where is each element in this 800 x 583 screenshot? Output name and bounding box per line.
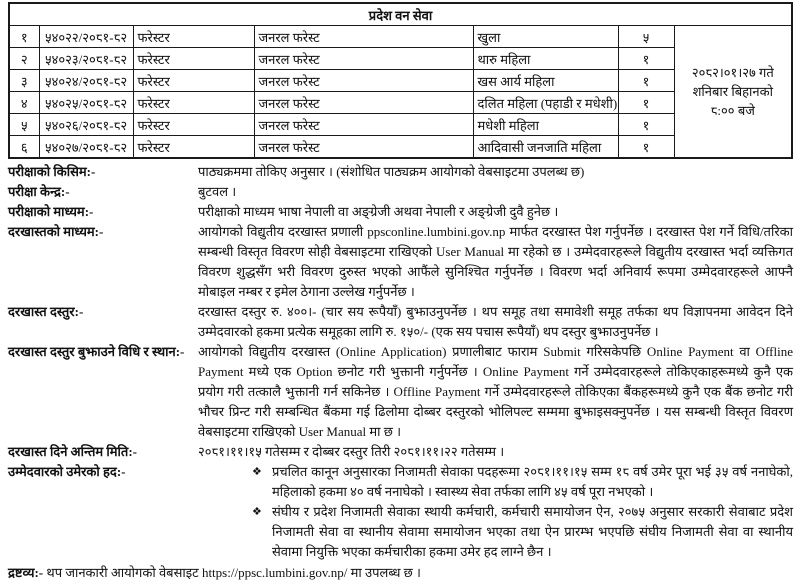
sn-cell: ३: [9, 70, 39, 92]
footnote: [8, 563, 793, 583]
post-cell: फरेस्टर: [133, 136, 254, 159]
seats-cell: १: [618, 70, 674, 92]
group-cell: जनरल फरेस्ट: [254, 26, 473, 48]
table-title: प्रदेश वन सेवा: [9, 3, 792, 26]
detail-label: दरखास्तको माध्यम:-: [8, 224, 104, 239]
diamond-bullet-icon: ❖: [252, 466, 262, 478]
table-title-row: [9, 3, 792, 26]
detail-label: परीक्षाको किसिम:-: [8, 164, 96, 179]
age-limit-bullets: [198, 462, 793, 562]
detail-row-exam-center: [8, 182, 793, 202]
diamond-bullet-icon: ❖: [252, 506, 262, 518]
exam-date-line: २०८२।०१।२७ गते: [691, 65, 774, 80]
sn-cell: ६: [9, 136, 39, 159]
advt-no-cell: ५४०२४/२०८१-८२: [39, 70, 133, 92]
post-cell: फरेस्टर: [133, 48, 254, 70]
detail-row-deadline: [8, 442, 793, 462]
detail-label: दरखास्त दस्तुर:-: [8, 304, 84, 319]
post-cell: फरेस्टर: [133, 114, 254, 136]
age-bullet-text: प्रचलित कानून अनुसारका निजामती सेवाका पदहरूमा २०८१।११।१५ सम्म १८ वर्ष उमेर पूरा भई ३५ वर्ष ननाघेको, महिलाको हकमा ४० वर्ष ननाघेको । स्वास्थ्य सेवा तर्फका लागि ४५ वर्ष पूरा नभएको ।: [272, 464, 793, 499]
detail-row-application-medium: [8, 222, 793, 302]
detail-row-fee-payment-method: [8, 342, 793, 442]
detail-label: दरखास्त दिने अन्तिम मिति:-: [8, 444, 137, 459]
age-bullet-text: संघीय र प्रदेश निजामती सेवाका स्थायी कर्मचारी, कर्मचारी समायोजन ऐन, २०७५ अनुसार सरकारी सेवाबाट प्रदेश निजामती सेवा वा स्थानीय सेवामा समायोजन भएका तथा ऐन प्रारम्भ भएपछि संघीय निजामती सेवा वा स्थानीय सेवामा नियुक्ति भएका कर्मचारीका हकमा उमेर हद लाग्ने छैन ।: [272, 504, 793, 559]
detail-value: २०८१।११।१५ गतेसम्म र दोब्बर दस्तुर तिरी २०८१।११।२२ गतेसम्म ।: [198, 444, 505, 459]
detail-label: परीक्षा केन्द्र:-: [8, 184, 70, 199]
sn-cell: ५: [9, 114, 39, 136]
footnote-label: द्रष्टव्य:-: [8, 565, 44, 580]
age-bullet-item: [252, 462, 793, 502]
exam-time-line: ८:०० बजे: [710, 103, 755, 118]
group-cell: जनरल फरेस्ट: [254, 92, 473, 114]
exam-datetime-cell: [674, 26, 792, 159]
seats-cell: १: [618, 114, 674, 136]
group-cell: जनरल फरेस्ट: [254, 70, 473, 92]
seats-cell: १: [618, 92, 674, 114]
post-cell: फरेस्टर: [133, 92, 254, 114]
vacancy-table: [8, 2, 793, 159]
detail-value: दरखास्त दस्तुर रु. ४००।- (चार सय रूपैयाँ) बुझाउनुपर्नेछ । थप समूह तथा समावेशी समूह तर्फका थप विज्ञापनमा आवेदन दिने उम्मेदवारको हकमा प्रत्येक समूहका लागि रु. १५०/- (एक सय पचास रूपैयाँ) थप दस्तुर बुझाउनुपर्नेछ ।: [198, 304, 793, 339]
detail-value: पाठ्यक्रममा तोकिए अनुसार । (संशोधित पाठ्यक्रम आयोगको वेबसाइटमा उपलब्ध छ): [198, 164, 585, 179]
exam-day-line: शनिबार बिहानको: [692, 84, 773, 99]
group-cell: जनरल फरेस्ट: [254, 136, 473, 159]
category-cell: खुला: [473, 26, 618, 48]
detail-value: परीक्षाको माध्यम भाषा नेपाली वा अङ्ग्रेजी अथवा नेपाली र अङ्ग्रेजी दुवै हुनेछ ।: [198, 204, 559, 219]
detail-row-exam-type: [8, 162, 793, 182]
sn-cell: ४: [9, 92, 39, 114]
post-cell: फरेस्टर: [133, 26, 254, 48]
footnote-text: थप जानकारी आयोगको वेबसाइट https://ppsc.lumbini.gov.np/ मा उपलब्ध छ ।: [46, 565, 421, 580]
seats-cell: १: [618, 136, 674, 159]
detail-value: बुटवल ।: [198, 184, 237, 199]
table-row: [9, 26, 792, 48]
sn-cell: १: [9, 26, 39, 48]
post-cell: फरेस्टर: [133, 70, 254, 92]
seats-cell: १: [618, 48, 674, 70]
advt-no-cell: ५४०२२/२०८१-८२: [39, 26, 133, 48]
detail-row-exam-medium: [8, 202, 793, 222]
detail-label: परीक्षाको माध्यम:-: [8, 204, 94, 219]
category-cell: खस आर्य महिला: [473, 70, 618, 92]
group-cell: जनरल फरेस्ट: [254, 48, 473, 70]
detail-row-age-limit: [8, 462, 793, 562]
detail-sections: [8, 162, 793, 562]
detail-label: उम्मेदवारको उमेरको हद:-: [8, 464, 126, 479]
category-cell: दलित महिला (पहाडी र मधेशी): [473, 92, 618, 114]
detail-value: आयोगको विद्युतीय दरखास्त (Online Application) प्रणालीबाट फाराम Submit गरिसकेपछि Online Payment वा Offline Payment मध्ये एक Option छनोट गरी भुक्तानी गर्नुपर्नेछ । Online Payment गर्ने उम्मेदवारहरूले तोकिएकाहरूमध्ये कुनै एक प्रयोग गरी तत्कालै भुक्तानी गर्न सकिनेछ । Offline Payment गर्ने उम्मेदवारहरूले तोकिएका बैंकहरूमध्ये कुनै एक बैंक छनोट गरी भौचर प्रिन्ट गरी सम्बन्धित बैंकमा गई ढिलोमा दोब्बर दस्तुरको भोलिपल्ट सम्ममा बुझाइसक्नुपर्नेछ । यस सम्बन्धी विस्तृत विवरण वेबसाइटमा राखिएको User Manual मा छ ।: [198, 344, 793, 439]
category-cell: मधेशी महिला: [473, 114, 618, 136]
seats-cell: ५: [618, 26, 674, 48]
sn-cell: २: [9, 48, 39, 70]
age-bullet-item: [252, 502, 793, 562]
category-cell: आदिवासी जनजाति महिला: [473, 136, 618, 159]
advt-no-cell: ५४०२५/२०८१-८२: [39, 92, 133, 114]
detail-label: दरखास्त दस्तुर बुझाउने विधि र स्थान:-: [8, 344, 185, 359]
category-cell: थारु महिला: [473, 48, 618, 70]
advt-no-cell: ५४०२६/२०८१-८२: [39, 114, 133, 136]
detail-row-application-fee: [8, 302, 793, 342]
detail-value: आयोगको विद्युतीय दरखास्त प्रणाली ppsconline.lumbini.gov.np मार्फत दरखास्त पेश गर्नुपर्नेछ । दरखास्त पेश गर्ने विधि/तरिका सम्बन्धी विस्तृत विवरण सोही वेबसाइटमा राखिएको User Manual मा रहेको छ । उम्मेदवारहरूले विद्युतीय दरखास्त भर्दा व्यक्तिगत विवरण शुद्धसँग भरी विवरण दुरुस्त भएको आफैंले सुनिश्चित गर्नुपर्नेछ । विवरण भर्दा अनिवार्य रूपमा उम्मेदवारहरूले आफ्नै मोबाइल नम्बर र इमेल ठेगाना उल्लेख गर्नुपर्नेछ ।: [198, 224, 793, 299]
advt-no-cell: ५४०२७/२०८१-८२: [39, 136, 133, 159]
advt-no-cell: ५४०२३/२०८१-८२: [39, 48, 133, 70]
group-cell: जनरल फरेस्ट: [254, 114, 473, 136]
